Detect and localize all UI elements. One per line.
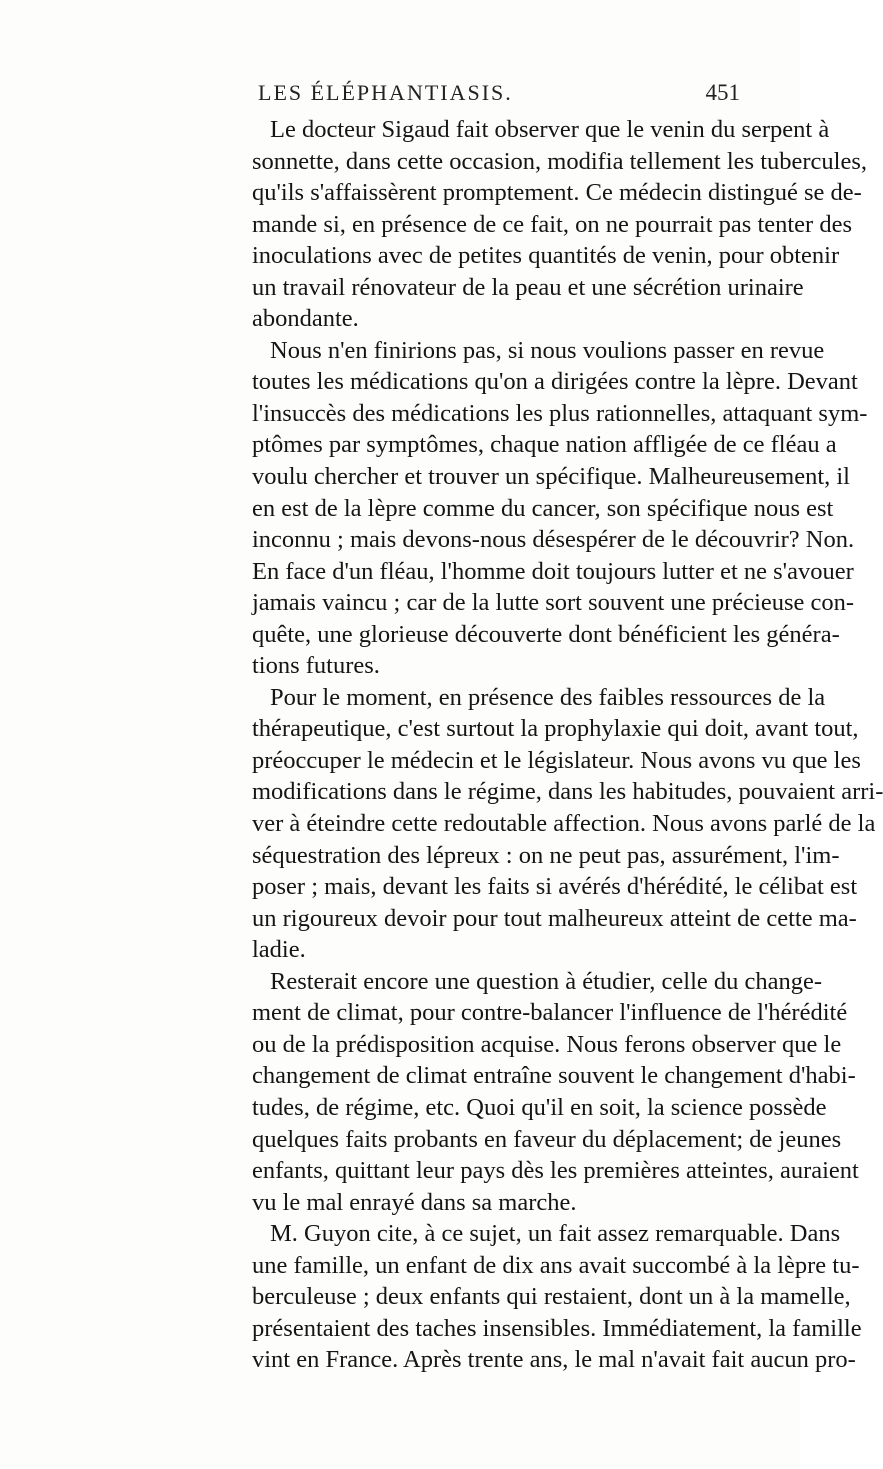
text-line: préoccuper le médecin et le législateur. Nous avons vu que les: [252, 746, 861, 774]
text-line: sonnette, dans cette occasion, modifia tellement les tubercules,: [252, 147, 868, 175]
running-title: LES ÉLÉPHANTIASIS.: [258, 80, 513, 105]
text-line: séquestration des lépreux : on ne peut pas, assurément, l'im-: [252, 841, 840, 869]
text-line: inoculations avec de petites quantités de venin, pour obtenir: [252, 242, 840, 270]
text-line: vu le mal enrayé dans sa marche.: [252, 1188, 577, 1216]
text-line: un travail rénovateur de la peau et une sécrétion urinaire: [252, 273, 804, 301]
text-line: Pour le moment, en présence des faibles ressources de la: [270, 683, 826, 711]
text-line: voulu chercher et trouver un spécifique. Malheureusement, il: [252, 463, 850, 491]
text-line: M. Guyon cite, à ce sujet, un fait assez remarquable. Dans: [270, 1220, 841, 1248]
text-line: toutes les médications qu'on a dirigées contre la lèpre. Devant: [252, 368, 858, 396]
text-line: quête, une glorieuse découverte dont bénéficient les généra-: [252, 620, 840, 648]
text-line: thérapeutique, c'est surtout la prophylaxie qui doit, avant tout,: [252, 715, 859, 743]
text-line: ladie.: [252, 936, 306, 964]
text-line: vint en France. Après trente ans, le mal n'avait fait aucun pro-: [252, 1346, 856, 1374]
text-line: ptômes par symptômes, chaque nation affligée de ce fléau a: [252, 431, 837, 459]
text-line: ment de climat, pour contre-balancer l'influence de l'hérédité: [252, 999, 848, 1027]
text-line: abondante.: [252, 305, 359, 333]
text-line: mande si, en présence de ce fait, on ne pourrait pas tenter des: [252, 210, 852, 238]
text-line: Nous n'en finirions pas, si nous voulions passer en revue: [270, 336, 825, 364]
text-line: changement de climat entraîne souvent le changement d'habi-: [252, 1062, 856, 1090]
text-line: en est de la lèpre comme du cancer, son spécifique nous est: [252, 494, 834, 522]
text-line: poser ; mais, devant les faits si avérés d'hérédité, le célibat est: [252, 873, 858, 901]
text-line: un rigoureux devoir pour tout malheureux atteint de cette ma-: [252, 904, 857, 932]
page-header: [258, 80, 740, 110]
text-line: tions futures.: [252, 652, 380, 680]
text-line: modifications dans le régime, dans les habitudes, pouvaient arri-: [252, 778, 883, 806]
text-line: En face d'un fléau, l'homme doit toujours lutter et ne s'avouer: [252, 557, 854, 585]
text-line: jamais vaincu ; car de la lutte sort souvent une précieuse con-: [252, 589, 855, 617]
text-line: quelques faits probants en faveur du déplacement; de jeunes: [252, 1125, 842, 1153]
text-line: Le docteur Sigaud fait observer que le venin du serpent à: [270, 116, 830, 143]
text-line: enfants, quittant leur pays dès les premières atteintes, auraient: [252, 1157, 859, 1185]
body-text: [252, 114, 883, 1376]
text-line: berculeuse ; deux enfants qui restaient, dont un à la mamelle,: [252, 1283, 851, 1311]
text-line: qu'ils s'affaissèrent promptement. Ce médecin distingué se de-: [252, 179, 862, 207]
page-number: 451: [705, 80, 740, 105]
text-line: l'insuccès des médications les plus rationnelles, attaquant sym-: [252, 399, 868, 427]
text-line: inconnu ; mais devons-nous désespérer de le découvrir? Non.: [252, 526, 855, 554]
text-line: une famille, un enfant de dix ans avait succombé à la lèpre tu-: [252, 1251, 860, 1279]
text-line: ver à éteindre cette redoutable affection. Nous avons parlé de la: [252, 810, 876, 838]
text-line: tudes, de régime, etc. Quoi qu'il en soit, la science possède: [252, 1093, 827, 1121]
text-line: présentaient des taches insensibles. Immédiatement, la famille: [252, 1314, 862, 1342]
text-line: ou de la prédisposition acquise. Nous ferons observer que le: [252, 1030, 842, 1058]
text-line: Resterait encore une question à étudier, celle du change-: [270, 967, 823, 995]
